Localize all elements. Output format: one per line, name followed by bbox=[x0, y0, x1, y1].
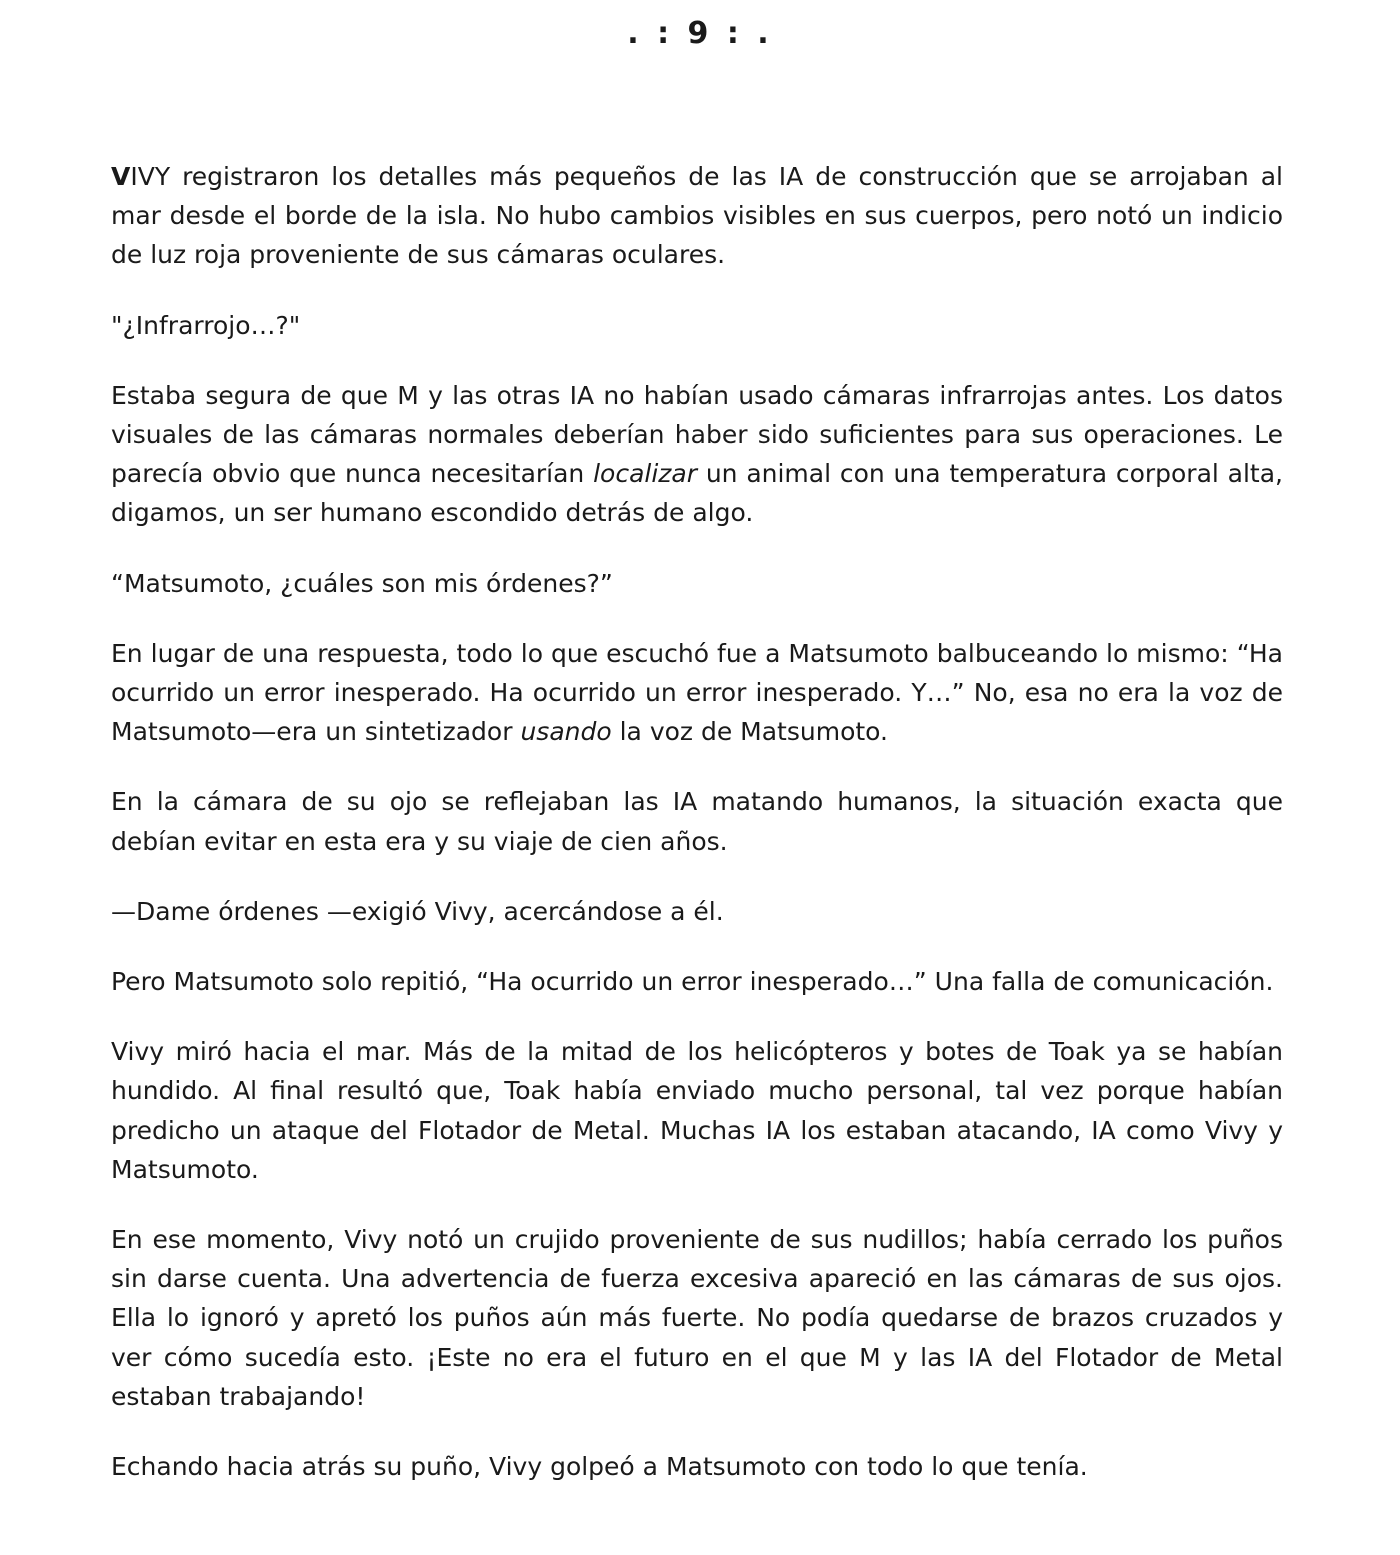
paragraph-text: En lugar de una respuesta, todo lo que escuchó fue a Matsumoto balbuceando lo mismo: “Ha ocurrido un error inesperado. Ha ocurrido un error inesperado. Y…” No, esa no era la voz de Matsumoto—era un sintetizador bbox=[111, 638, 1283, 747]
paragraph-1 bbox=[111, 157, 1283, 275]
paragraph-8 bbox=[111, 962, 1283, 1001]
drop-cap: V bbox=[111, 162, 131, 191]
emphasis-text: usando bbox=[520, 717, 612, 747]
paragraph-10 bbox=[111, 1220, 1283, 1416]
paragraph-text: En ese momento, Vivy notó un crujido proveniente de sus nudillos; había cerrado los puños sin darse cuenta. Una advertencia de fuerza excesiva apareció en las cámaras de sus ojos. Ella lo ignoró y apretó los puños aún más fuerte. No podía quedarse de brazos cruzados y ver cómo sucedía esto. ¡Este no era el futuro en el que M y las IA del Flotador de Metal estaban trabajando! bbox=[111, 1225, 1283, 1411]
paragraph-7 bbox=[111, 892, 1283, 931]
emphasis-text: localizar bbox=[593, 459, 698, 489]
paragraph-3 bbox=[111, 376, 1283, 533]
paragraph-text: la voz de Matsumoto. bbox=[611, 717, 888, 747]
paragraph-4 bbox=[111, 564, 1283, 603]
paragraph-text: —Dame órdenes —exigió Vivy, acercándose a él. bbox=[111, 896, 724, 926]
paragraph-text: Echando hacia atrás su puño, Vivy golpeó a Matsumoto con todo lo que tenía. bbox=[111, 1452, 1088, 1482]
paragraph-9 bbox=[111, 1032, 1283, 1189]
paragraph-2 bbox=[111, 306, 1283, 345]
paragraph-text: Estaba segura de que M y las otras IA no habían usado cámaras infrarrojas antes. Los datos visuales de las cámaras normales deberían haber sido suficientes para sus operaciones. Le parecía obvio que nunca necesitarían bbox=[111, 380, 1283, 489]
chapter-body bbox=[111, 157, 1283, 1517]
paragraph-text: "¿Infrarrojo…?" bbox=[111, 310, 301, 340]
paragraph-11 bbox=[111, 1447, 1283, 1486]
paragraph-text: IVY registraron los detalles más pequeños de las IA de construcción que se arrojaban al mar desde el borde de la isla. No hubo cambios visibles en sus cuerpos, pero notó un indicio de luz roja proveniente de sus cámaras oculares. bbox=[111, 162, 1283, 270]
paragraph-text: un animal con una temperatura corporal alta, digamos, un ser humano escondido detrás de algo. bbox=[111, 459, 1283, 528]
paragraph-text: Pero Matsumoto solo repitió, “Ha ocurrido un error inesperado…” Una falla de comunicación. bbox=[111, 967, 1274, 997]
paragraph-text: En la cámara de su ojo se reflejaban las IA matando humanos, la situación exacta que debían evitar en esta era y su viaje de cien años. bbox=[111, 787, 1283, 856]
paragraph-text: Vivy miró hacia el mar. Más de la mitad de los helicópteros y botes de Toak ya se habían hundido. Al final resultó que, Toak había enviado mucho personal, tal vez porque habían predicho un ataque del Flotador de Metal. Muchas IA los estaban atacando, IA como Vivy y Matsumoto. bbox=[111, 1037, 1283, 1184]
chapter-heading: . : 9 : . bbox=[627, 16, 773, 51]
paragraph-6 bbox=[111, 782, 1283, 860]
paragraph-5 bbox=[111, 634, 1283, 752]
paragraph-text: “Matsumoto, ¿cuáles son mis órdenes?” bbox=[111, 568, 613, 598]
